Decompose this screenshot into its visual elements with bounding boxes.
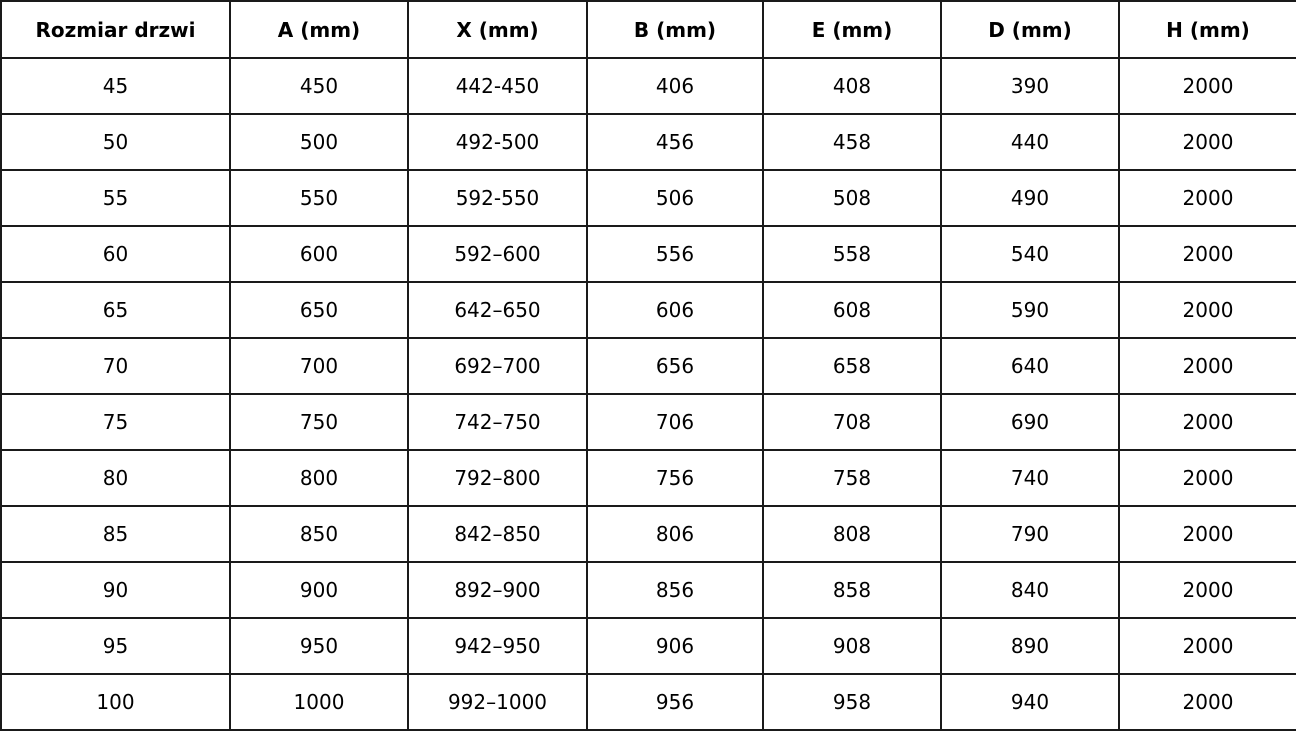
- cell-a: 800: [230, 450, 408, 506]
- cell-x: 792–800: [408, 450, 587, 506]
- cell-door-size: 60: [1, 226, 230, 282]
- table-header-row: [1, 1, 1296, 58]
- cell-x: 992–1000: [408, 674, 587, 730]
- cell-h: 2000: [1119, 450, 1296, 506]
- cell-a: 900: [230, 562, 408, 618]
- cell-door-size: 85: [1, 506, 230, 562]
- table-body: [1, 58, 1296, 730]
- cell-door-size: 45: [1, 58, 230, 114]
- cell-x: 692–700: [408, 338, 587, 394]
- cell-door-size: 55: [1, 170, 230, 226]
- column-header-d: D (mm): [941, 1, 1119, 58]
- column-header-x: X (mm): [408, 1, 587, 58]
- cell-door-size: 80: [1, 450, 230, 506]
- cell-d: 490: [941, 170, 1119, 226]
- cell-a: 500: [230, 114, 408, 170]
- cell-d: 940: [941, 674, 1119, 730]
- cell-e: 958: [763, 674, 941, 730]
- cell-x: 492-500: [408, 114, 587, 170]
- table-row: [1, 226, 1296, 282]
- cell-b: 406: [587, 58, 763, 114]
- cell-h: 2000: [1119, 674, 1296, 730]
- column-header-door-size: Rozmiar drzwi: [1, 1, 230, 58]
- cell-h: 2000: [1119, 282, 1296, 338]
- cell-door-size: 50: [1, 114, 230, 170]
- cell-door-size: 95: [1, 618, 230, 674]
- cell-d: 440: [941, 114, 1119, 170]
- cell-e: 708: [763, 394, 941, 450]
- cell-door-size: 75: [1, 394, 230, 450]
- table-row: [1, 58, 1296, 114]
- cell-h: 2000: [1119, 338, 1296, 394]
- cell-d: 840: [941, 562, 1119, 618]
- cell-b: 506: [587, 170, 763, 226]
- cell-a: 950: [230, 618, 408, 674]
- cell-h: 2000: [1119, 394, 1296, 450]
- table-row: [1, 114, 1296, 170]
- cell-e: 858: [763, 562, 941, 618]
- table-row: [1, 282, 1296, 338]
- cell-a: 700: [230, 338, 408, 394]
- table-row: [1, 338, 1296, 394]
- cell-b: 806: [587, 506, 763, 562]
- cell-a: 450: [230, 58, 408, 114]
- cell-a: 850: [230, 506, 408, 562]
- table-row: [1, 450, 1296, 506]
- cell-d: 740: [941, 450, 1119, 506]
- cell-x: 442-450: [408, 58, 587, 114]
- cell-e: 808: [763, 506, 941, 562]
- cell-h: 2000: [1119, 170, 1296, 226]
- cell-d: 590: [941, 282, 1119, 338]
- cell-a: 750: [230, 394, 408, 450]
- cell-x: 942–950: [408, 618, 587, 674]
- cell-e: 608: [763, 282, 941, 338]
- table-row: [1, 618, 1296, 674]
- cell-b: 856: [587, 562, 763, 618]
- cell-e: 458: [763, 114, 941, 170]
- cell-h: 2000: [1119, 114, 1296, 170]
- table-row: [1, 674, 1296, 730]
- cell-b: 956: [587, 674, 763, 730]
- cell-e: 758: [763, 450, 941, 506]
- cell-door-size: 70: [1, 338, 230, 394]
- cell-a: 600: [230, 226, 408, 282]
- cell-x: 642–650: [408, 282, 587, 338]
- cell-d: 390: [941, 58, 1119, 114]
- column-header-e: E (mm): [763, 1, 941, 58]
- cell-door-size: 90: [1, 562, 230, 618]
- cell-b: 706: [587, 394, 763, 450]
- cell-e: 658: [763, 338, 941, 394]
- cell-b: 456: [587, 114, 763, 170]
- cell-b: 556: [587, 226, 763, 282]
- cell-b: 906: [587, 618, 763, 674]
- cell-b: 656: [587, 338, 763, 394]
- cell-x: 592-550: [408, 170, 587, 226]
- table-row: [1, 394, 1296, 450]
- table-header: [1, 1, 1296, 58]
- cell-b: 756: [587, 450, 763, 506]
- table-row: [1, 170, 1296, 226]
- column-header-b: B (mm): [587, 1, 763, 58]
- cell-e: 408: [763, 58, 941, 114]
- cell-a: 550: [230, 170, 408, 226]
- cell-e: 908: [763, 618, 941, 674]
- cell-h: 2000: [1119, 226, 1296, 282]
- cell-a: 1000: [230, 674, 408, 730]
- cell-h: 2000: [1119, 58, 1296, 114]
- cell-e: 508: [763, 170, 941, 226]
- cell-d: 540: [941, 226, 1119, 282]
- cell-d: 790: [941, 506, 1119, 562]
- cell-a: 650: [230, 282, 408, 338]
- cell-d: 640: [941, 338, 1119, 394]
- cell-b: 606: [587, 282, 763, 338]
- table-row: [1, 506, 1296, 562]
- cell-x: 842–850: [408, 506, 587, 562]
- cell-e: 558: [763, 226, 941, 282]
- cell-h: 2000: [1119, 618, 1296, 674]
- cell-x: 892–900: [408, 562, 587, 618]
- cell-door-size: 65: [1, 282, 230, 338]
- cell-door-size: 100: [1, 674, 230, 730]
- table-row: [1, 562, 1296, 618]
- column-header-a: A (mm): [230, 1, 408, 58]
- cell-h: 2000: [1119, 562, 1296, 618]
- cell-d: 690: [941, 394, 1119, 450]
- cell-x: 742–750: [408, 394, 587, 450]
- cell-h: 2000: [1119, 506, 1296, 562]
- column-header-h: H (mm): [1119, 1, 1296, 58]
- cell-x: 592–600: [408, 226, 587, 282]
- cell-d: 890: [941, 618, 1119, 674]
